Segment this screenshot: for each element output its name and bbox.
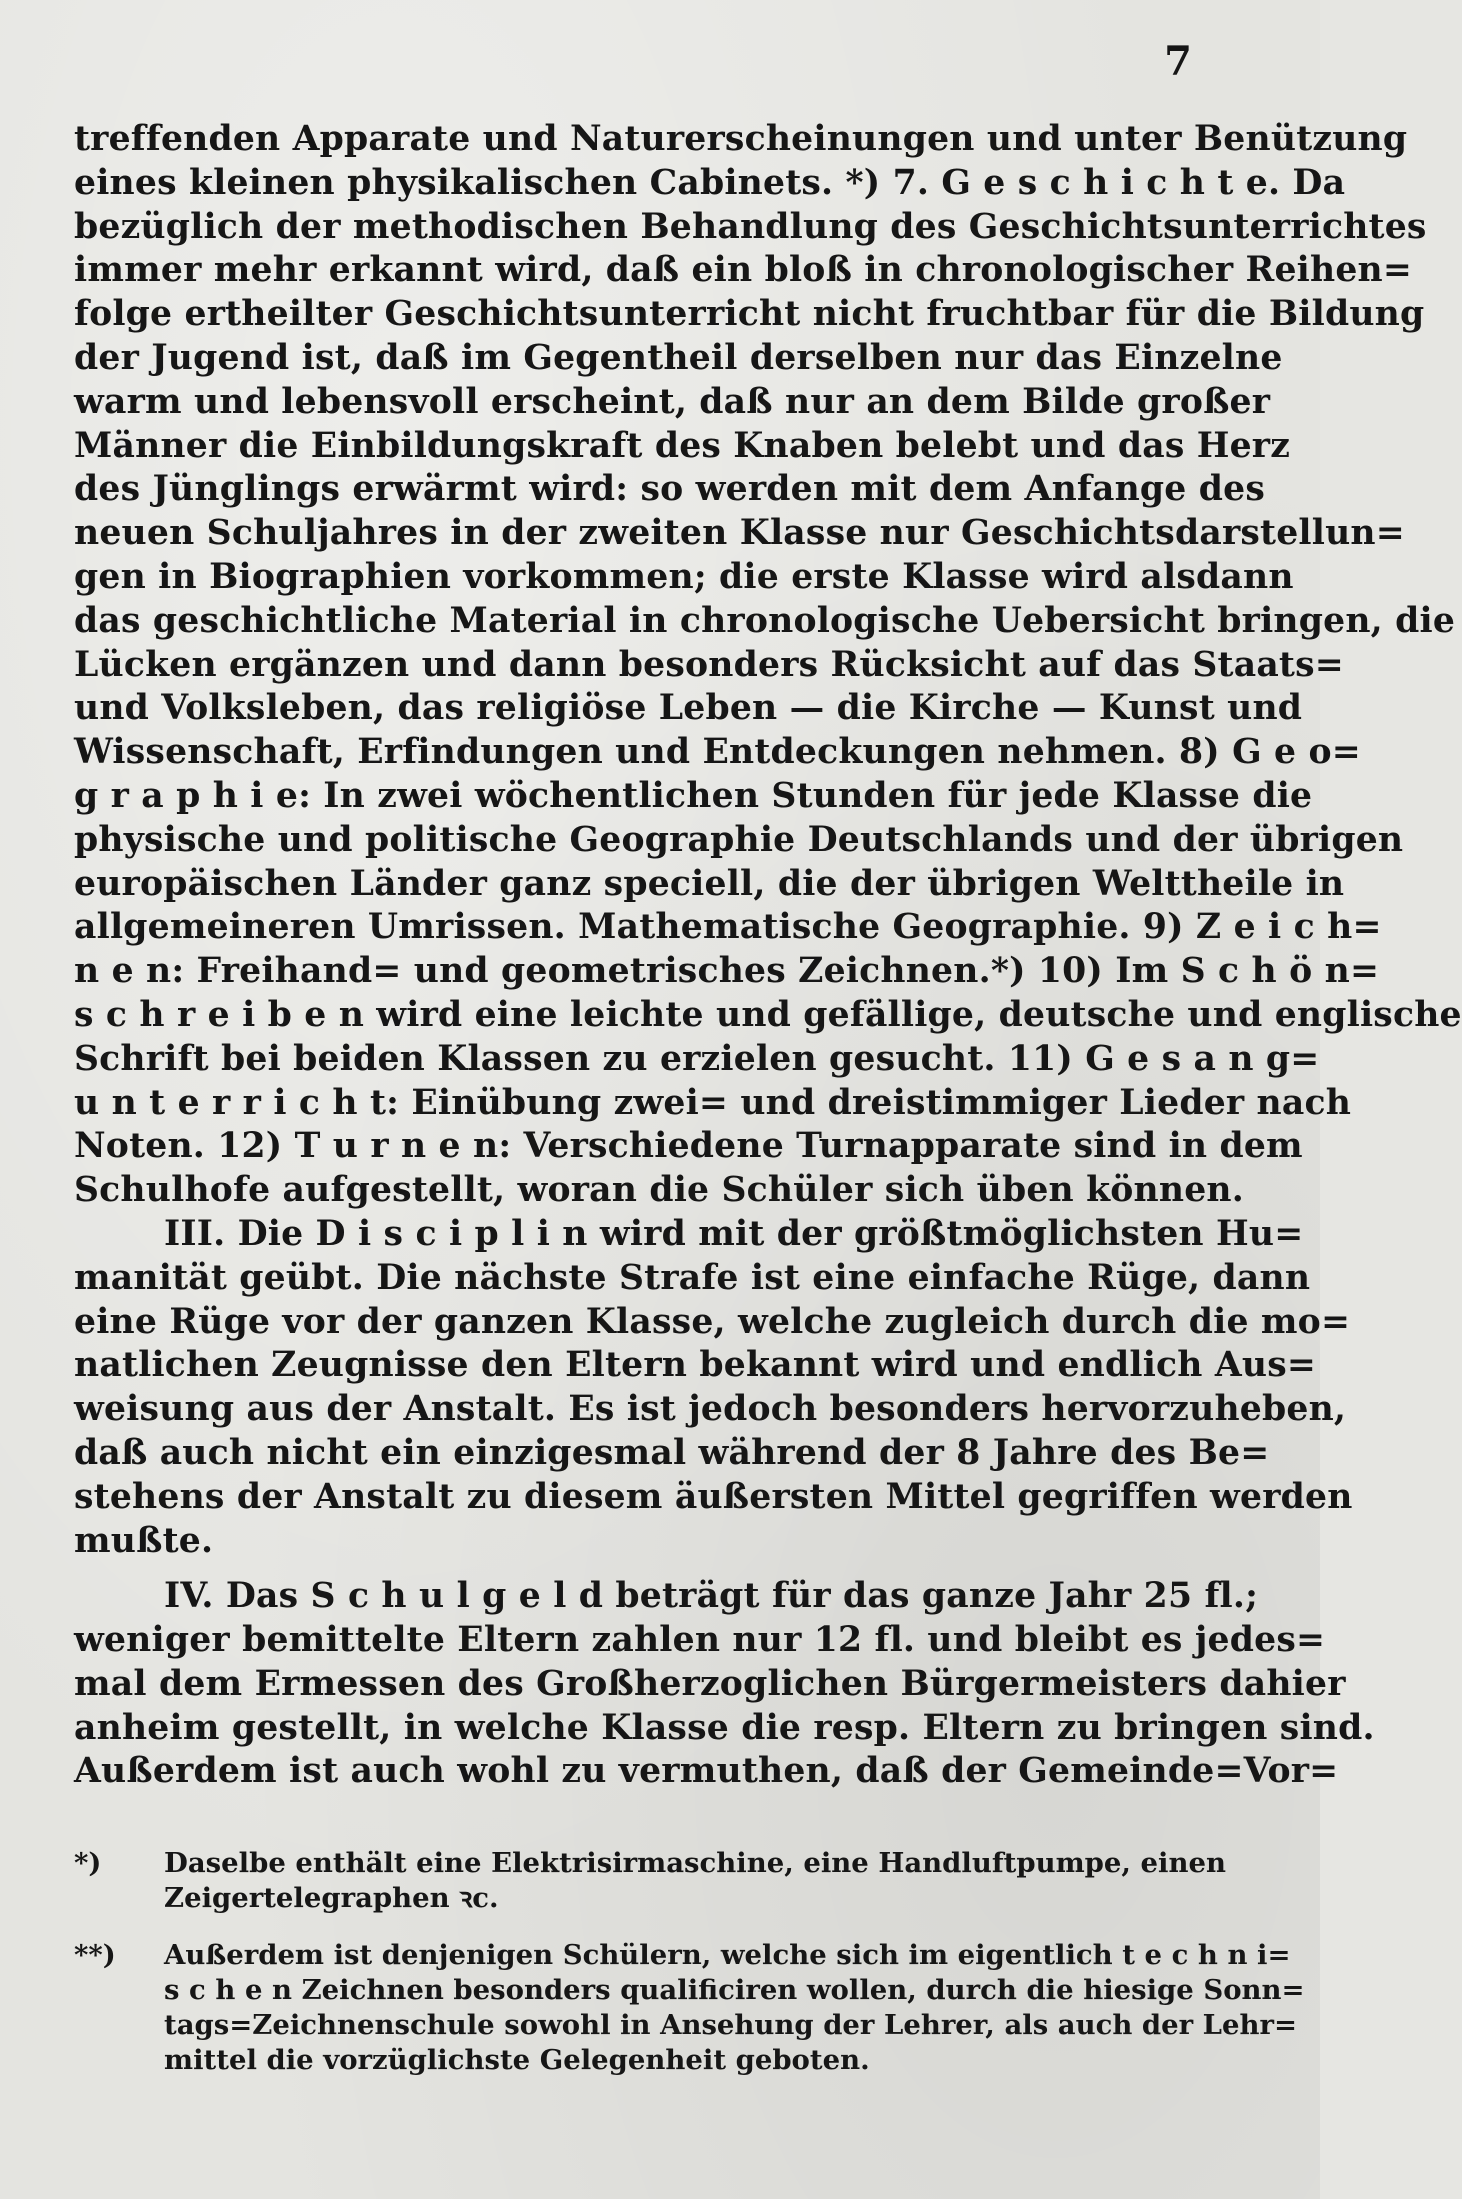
text-line: europäischen Länder ganz speciell, die der übrigen Welttheile in xyxy=(74,863,1345,904)
footnote-2-line: tags=Zeichnenschule sowohl in Ansehung der Lehrer, als auch der Lehr= xyxy=(164,2009,1298,2041)
text-line: warm und lebensvoll erscheint, daß nur an dem Bilde großer xyxy=(74,381,1271,422)
text-line: Schrift bei beiden Klassen zu erzielen gesucht. 11) G e s a n g= xyxy=(74,1038,1320,1079)
text-line: Wissenschaft, Erfindungen und Entdeckungen nehmen. 8) G e o= xyxy=(74,732,1361,773)
text-line: mußte. xyxy=(74,1520,214,1561)
text-line: Lücken ergänzen und dann besonders Rücksicht auf das Staats= xyxy=(74,644,1344,685)
footnote-2-line: s c h e n Zeichnen besonders qualificiren wollen, durch die hiesige Sonn= xyxy=(164,1974,1305,2006)
page-number: 7 xyxy=(1164,38,1192,85)
footnote-divider xyxy=(74,1838,1194,1840)
text-line: und Volksleben, das religiöse Leben — die Kirche — Kunst und xyxy=(74,688,1303,729)
text-line: folge ertheilter Geschichtsunterricht nicht fruchtbar für die Bildung xyxy=(74,294,1425,335)
footnote-1-text: Daselbe enthält eine Elektrisirmaschine, eine Handluftpumpe, einen xyxy=(164,1847,1226,1879)
text-line: immer mehr erkannt wird, daß ein bloß in chronologischer Reihen= xyxy=(74,250,1413,291)
text-line: mal dem Ermessen des Großherzoglichen Bürgermeisters dahier xyxy=(74,1663,1346,1704)
section-iv-heading-line: IV. Das S c h u l g e l d beträgt für das ganze Jahr 25 fl.; xyxy=(164,1576,1259,1617)
text-line: Noten. 12) T u r n e n: Verschiedene Turnapparate sind in dem xyxy=(74,1126,1303,1167)
text-line: allgemeineren Umrissen. Mathematische Geographie. 9) Z e i c h= xyxy=(74,907,1382,948)
footnote-1-line: Zeigertelegraphen ꝛc. xyxy=(164,1882,499,1914)
text-line: weniger bemittelte Eltern zahlen nur 12 fl. und bleibt es jedes= xyxy=(74,1620,1326,1661)
text-line: anheim gestellt, in welche Klasse die resp. Eltern zu bringen sind. xyxy=(74,1707,1375,1748)
paragraph-gap xyxy=(74,1563,1194,1575)
text-line: treffenden Apparate und Naturerscheinungen und unter Benützung xyxy=(74,119,1408,159)
text-line: physische und politische Geographie Deutschlands und der übrigen xyxy=(74,819,1404,860)
footnote-marker: *) xyxy=(74,1847,102,1879)
text-line: gen in Biographien vorkommen; die erste Klasse wird alsdann xyxy=(74,556,1294,597)
text-line: Männer die Einbildungskraft des Knaben belebt und das Herz xyxy=(74,425,1291,466)
text-line: stehens der Anstalt zu diesem äußersten Mittel gegriffen werden xyxy=(74,1476,1353,1517)
text-line: der Jugend ist, daß im Gegentheil derselben nur das Einzelne xyxy=(74,337,1283,378)
main-text xyxy=(74,118,1462,1794)
footnote-gap xyxy=(74,1916,1194,1938)
text-line: natlichen Zeugnisse den Eltern bekannt wird und endlich Aus= xyxy=(74,1345,1317,1386)
text-line: s c h r e i b e n wird eine leichte und gefällige, deutsche und englische xyxy=(74,994,1462,1035)
footnote-2-line xyxy=(74,1938,1291,1973)
text-line: neuen Schuljahres in der zweiten Klasse nur Geschichtsdarstellun= xyxy=(74,513,1405,554)
text-line: eine Rüge vor der ganzen Klasse, welche zugleich durch die mo= xyxy=(74,1301,1351,1342)
text-line: bezüglich der methodischen Behandlung des Geschichtsunterrichtes xyxy=(74,206,1427,247)
text-line: daß auch nicht ein einzigesmal während der 8 Jahre des Be= xyxy=(74,1432,1270,1473)
text-line: eines kleinen physikalischen Cabinets. *) 7. G e s c h i c h t e. Da xyxy=(74,162,1346,203)
text-line: u n t e r r i c h t: Einübung zwei= und dreistimmiger Lieder nach xyxy=(74,1082,1352,1123)
text-line: Außerdem ist auch wohl zu vermuthen, daß der Gemeinde=Vor= xyxy=(74,1751,1339,1792)
section-iii-heading-line: III. Die D i s c i p l i n wird mit der größtmöglichsten Hu= xyxy=(164,1213,1304,1254)
text-line: manität geübt. Die nächste Strafe ist eine einfache Rüge, dann xyxy=(74,1257,1311,1298)
text-line: weisung aus der Anstalt. Es ist jedoch besonders hervorzuheben, xyxy=(74,1389,1347,1430)
text-line: Schulhofe aufgestellt, woran die Schüler sich üben können. xyxy=(74,1170,1245,1211)
footnote-marker: **) xyxy=(74,1939,116,1971)
footnote-1-line xyxy=(74,1846,1226,1881)
text-line: des Jünglings erwärmt wird: so werden mit dem Anfange des xyxy=(74,469,1265,510)
text-line: g r a p h i e: In zwei wöchentlichen Stunden für jede Klasse die xyxy=(74,775,1313,816)
footnote-2-text: Außerdem ist denjenigen Schülern, welche sich im eigentlich t e c h n i= xyxy=(164,1939,1291,1971)
footnote-2-line: mittel die vorzüglichste Gelegenheit geboten. xyxy=(164,2044,870,2076)
footnotes xyxy=(74,1838,1305,2078)
text-line: n e n: Freihand= und geometrisches Zeichnen.*) 10) Im S c h ö n= xyxy=(74,951,1380,992)
text-line: das geschichtliche Material in chronologische Uebersicht bringen, die xyxy=(74,600,1456,641)
